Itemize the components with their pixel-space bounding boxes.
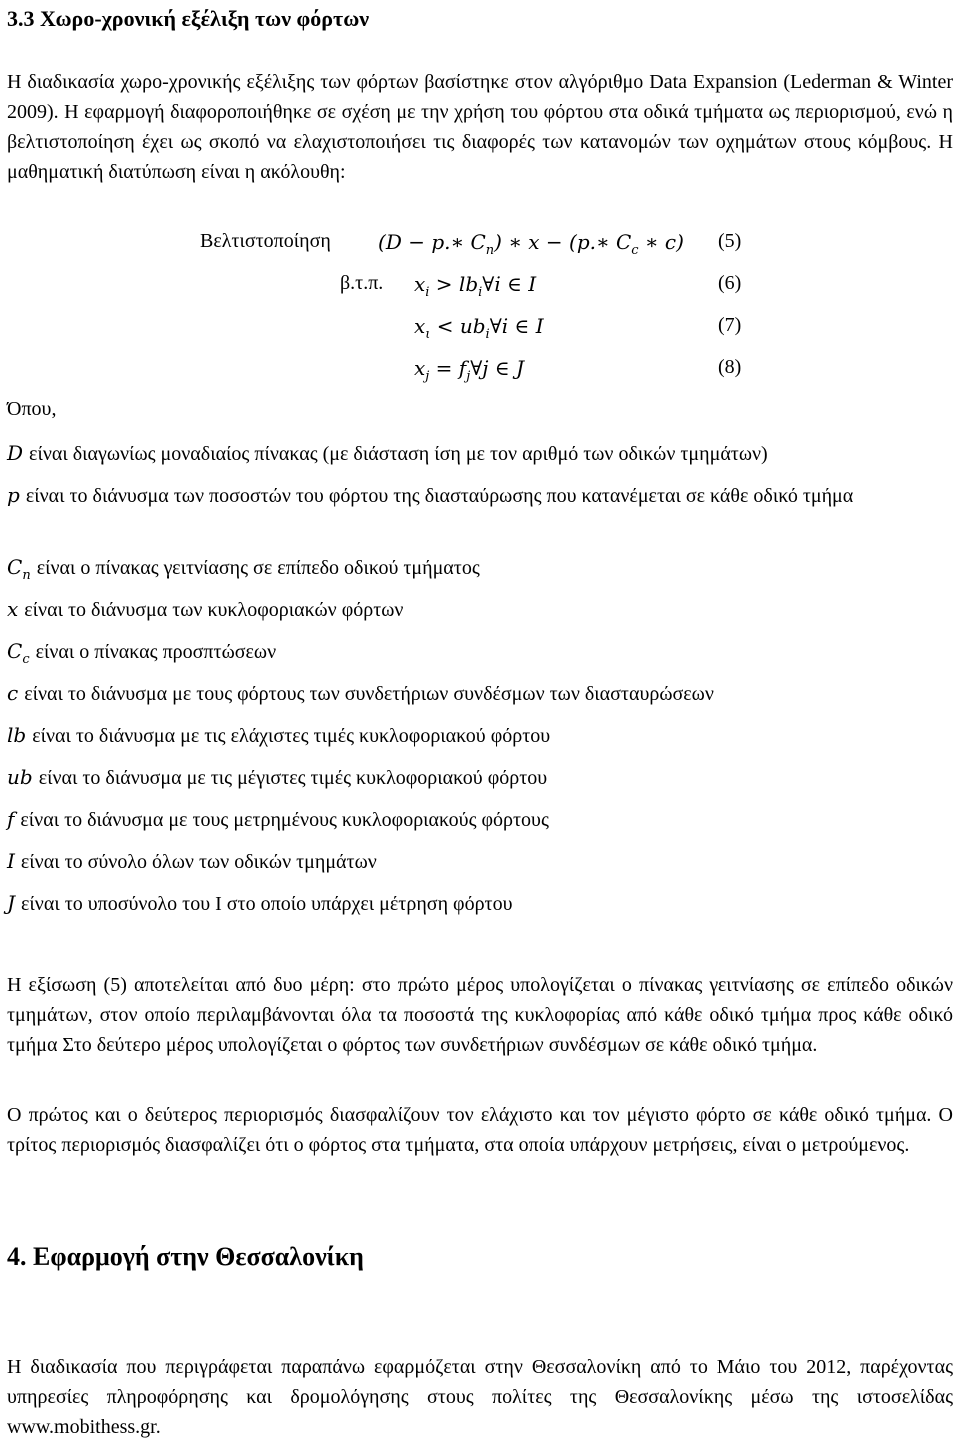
paragraph-equation-explanation: Η εξίσωση (5) αποτελείται από δυο μέρη: στο πρώτο μέρος υπολογίζεται ο πίνακας γειτνίασης σε επίπεδο οδικών τμημάτων, στον οποίο περιλαμβάνονται όλα τα ποσοστά της κυκλοφορίας από κάθε οδικό τμήμα προς κάθε οδικό τμήμα Στο δεύτερο μέρος υπολογίζεται ο φόρτος των συνδετήριων συνδέσμων σε κάθε οδικό τμήμα. xyxy=(7,974,953,1056)
definition-ub: ub είναι το διάνυσμα με τις μέγιστες τιμές κυκλοφοριακού φόρτου xyxy=(7,765,548,789)
definition-lb: lb είναι το διάνυσμα με τις ελάχιστες τιμές κυκλοφοριακού φόρτου xyxy=(7,723,551,747)
section4-heading: 4. Εφαρμογή στην Θεσσαλονίκη xyxy=(7,1242,364,1271)
intro-paragraph: Η διαδικασία χωρο-χρονικής εξέλιξης των φόρτων βασίστηκε στον αλγόριθμο Data Expansion (Lederman & Winter 2009). Η εφαρμογή διαφοροποιήθηκε σε σχέση με την χρήση του φόρτου στα οδικά τμήματα ως περιορισμού, ενώ η βελτιστοποίηση έχει ως σκοπό να ελαχιστοποιήσει τις διαφορές των κατανομών των οχημάτων στους κόμβους. Η μαθηματική διατύπωση είναι η ακόλουθη: xyxy=(7,71,953,183)
equation-6: $x_i$ > $lb_i\forall i$ ∈ I xyxy=(414,272,537,300)
where-label: Όπου, xyxy=(7,398,57,420)
objective-label: Βελτιστοποίηση xyxy=(200,230,331,252)
paragraph-constraints-explanation: Ο πρώτος και ο δεύτερος περιορισμός διασφαλίζουν τον ελάχιστο και τον μέγιστο φόρτο σε κάθε οδικό τμήμα. Ο τρίτος περιορισμός διασφαλίζει ότι ο φόρτος στα τμήματα, στα οποία υπάρχουν μετρήσεις, είναι ο μετρούμενος. xyxy=(7,1104,953,1156)
definition-x: x είναι το διάνυσμα των κυκλοφοριακών φόρτων xyxy=(7,597,404,621)
equation-5: (D − p.∗ $C_n$) ∗ x − (p.∗ $C_c$ ∗ c) xyxy=(378,230,684,258)
definition-p: p είναι το διάνυσμα των ποσοστών του φόρτου της διασταύρωσης που κατανέμεται σε κάθε οδικό τμήμα xyxy=(7,483,854,507)
symbol-Cn: $C_n$ xyxy=(7,555,31,583)
constraint-label: β.τ.π. xyxy=(340,272,384,294)
symbol-f: f xyxy=(7,807,15,831)
section-heading: 3.3 Χωρο-χρονική εξέλιξη των φόρτων xyxy=(7,6,370,31)
symbol-x: x xyxy=(7,597,19,621)
symbol-I: I xyxy=(7,849,15,873)
section4-paragraph: Η διαδικασία που περιγράφεται παραπάνω εφαρμόζεται στην Θεσσαλονίκη από το Μάιο του 2012, παρέχοντας υπηρεσίες πληροφόρησης και δρομολόγησης στους πολίτες της Θεσσαλονίκης μέσω της ιστοσελίδας www.mobithess.gr. xyxy=(7,1356,953,1438)
symbol-ub: ub xyxy=(7,765,33,789)
definition-J: J είναι το υποσύνολο του I στο οποίο υπάρχει μέτρηση φόρτου xyxy=(7,891,513,915)
symbol-p: p xyxy=(7,483,20,507)
symbol-c: c xyxy=(7,681,19,705)
symbol-J: J xyxy=(7,891,16,915)
equation-8: $x_j$ = $f_j\forall j$ ∈ J xyxy=(414,356,525,384)
equation-number-7: (7) xyxy=(718,314,742,336)
definition-f: f είναι το διάνυσμα με τους μετρημένους κυκλοφοριακούς φόρτους xyxy=(7,807,549,831)
definition-c: c είναι το διάνυσμα με τους φόρτους των συνδετήριων συνδέσμων των διασταυρώσεων xyxy=(7,681,714,705)
definition-Cn: $C_n$ είναι ο πίνακας γειτνίασης σε επίπεδο οδικού τμήματος xyxy=(7,555,480,583)
equation-number-8: (8) xyxy=(718,356,742,378)
equation-7: $x_\iota$ < $ub_i\forall i$ ∈ I xyxy=(414,314,544,342)
definition-D: D είναι διαγωνίως μοναδιαίος πίνακας (με διάσταση ίση με τον αριθμό των οδικών τμημάτων) xyxy=(7,441,768,465)
definition-Cc: $C_c$ είναι ο πίνακας προσπτώσεων xyxy=(7,639,277,667)
symbol-lb: lb xyxy=(7,723,27,747)
equation-number-6: (6) xyxy=(718,272,742,294)
definition-I: I είναι το σύνολο όλων των οδικών τμημάτων xyxy=(7,849,377,873)
symbol-Cc: $C_c$ xyxy=(7,639,30,667)
symbol-D: D xyxy=(7,441,24,465)
equation-number-5: (5) xyxy=(718,230,742,252)
